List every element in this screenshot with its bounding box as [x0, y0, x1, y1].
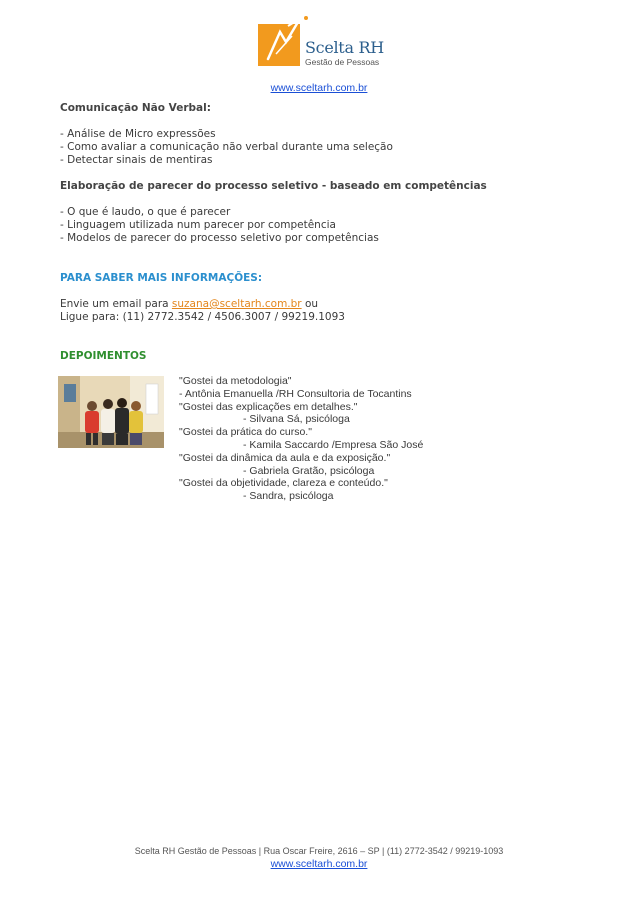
footer-address: Scelta RH Gestão de Pessoas | Rua Oscar Freire, 2616 – SP | (11) 2772-3542 / 99219-1093 — [134, 846, 504, 856]
section-report-title: Elaboração de parecer do processo seletivo - baseado em competências — [60, 180, 487, 192]
header-website-link[interactable]: www.sceltarh.com.br — [270, 82, 368, 94]
testimonial-author: - Silvana Sá, psicóloga — [243, 413, 350, 426]
section-nonverbal-title: Comunicação Não Verbal: — [60, 102, 211, 114]
list-item: - Análise de Micro expressões — [60, 128, 216, 140]
testimonial-author: - Sandra, psicóloga — [243, 490, 334, 503]
phone-line: Ligue para: (11) 2772.3542 / 4506.3007 / 99219.1093 — [60, 311, 345, 323]
section-info — [60, 272, 345, 324]
testimonial-author: - Gabriela Gratão, psicóloga — [243, 464, 375, 477]
list-item: - Linguagem utilizada num parecer por competência — [60, 219, 336, 231]
section-testimonials — [60, 350, 146, 363]
list-item: - Modelos de parecer do processo seletivo por competências — [60, 232, 379, 244]
list-item: - Como avaliar a comunicação não verbal durante uma seleção — [60, 141, 393, 153]
logo-name: Scelta RH — [305, 38, 384, 57]
section-report — [60, 180, 487, 245]
testimonial-quote: "Gostei da prática do curso." — [179, 426, 312, 439]
email-link[interactable]: suzana@sceltarh.com.br — [171, 298, 302, 310]
info-title: PARA SABER MAIS INFORMAÇÕES: — [60, 272, 263, 284]
testimonials-list — [179, 375, 423, 503]
header-url-row — [0, 76, 638, 95]
logo-tagline: Gestão de Pessoas — [305, 57, 380, 67]
list-item: - O que é laudo, o que é parecer — [60, 206, 231, 218]
email-prefix: Envie um email para — [60, 298, 172, 310]
company-logo — [258, 16, 388, 72]
testimonial-quote: "Gostei da objetividade, clareza e conteúdo." — [179, 477, 388, 490]
email-suffix: ou — [301, 298, 319, 310]
testimonials-title: DEPOIMENTOS — [60, 350, 147, 362]
logo-mark-icon — [258, 24, 300, 66]
testimonial-quote: "Gostei das explicações em detalhes." — [179, 400, 358, 413]
testimonial-author: - Kamila Saccardo /Empresa São José — [243, 438, 424, 451]
footer-website-link[interactable]: www.sceltarh.com.br — [270, 858, 368, 870]
page-footer — [0, 845, 638, 871]
testimonial-quote: "Gostei da metodologia" — [179, 375, 292, 387]
section-nonverbal — [60, 102, 393, 167]
list-item: - Detectar sinais de mentiras — [60, 154, 213, 166]
email-line — [60, 298, 345, 311]
testimonial-author: - Antônia Emanuella /RH Consultoria de Tocantins — [179, 387, 412, 400]
group-photo-icon — [58, 376, 164, 448]
testimonial-quote: "Gostei da dinâmica da aula e da exposição." — [179, 451, 391, 464]
